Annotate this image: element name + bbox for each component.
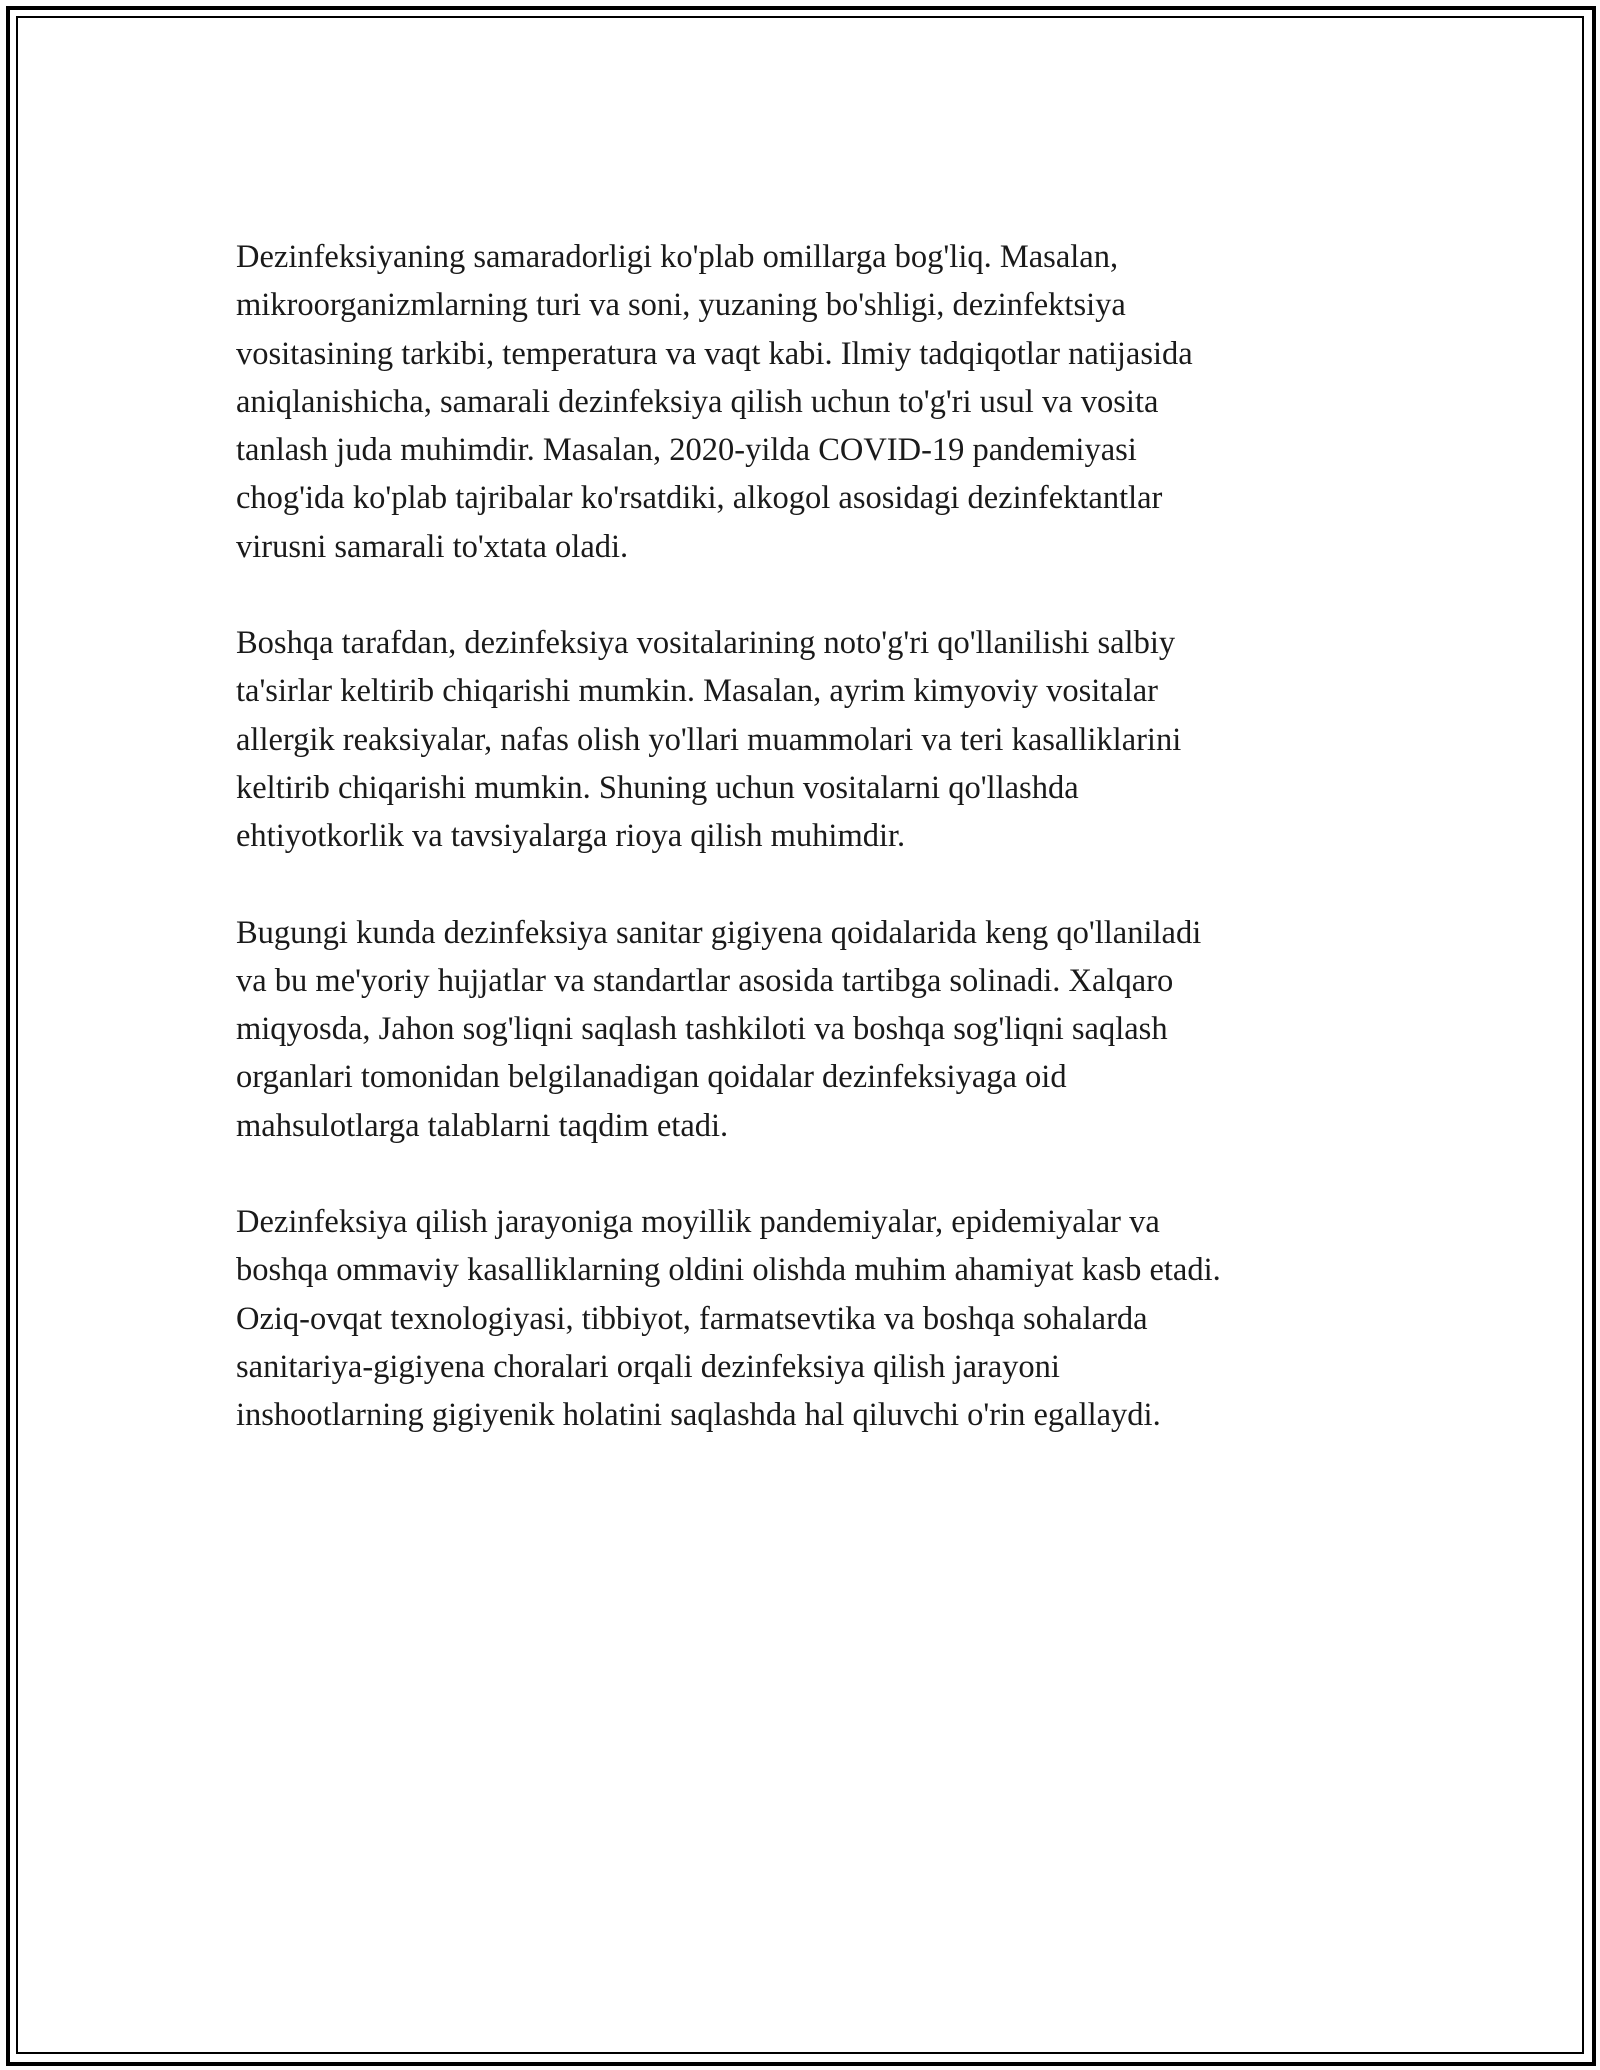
text-line: tanlash juda muhimdir. Masalan, 2020-yilda COVID-19 pandemiyasi xyxy=(236,432,1137,469)
paragraph-4 xyxy=(236,1198,1356,1439)
text-line: Bugungi kunda dezinfeksiya sanitar gigiyena qoidalarida keng qo'llaniladi xyxy=(236,914,1202,951)
text-line: Oziq-ovqat texnologiyasi, tibbiyot, farmatsevtika va boshqa sohalarda xyxy=(236,1300,1148,1337)
paragraph-1 xyxy=(236,233,1356,571)
text-line: Boshqa tarafdan, dezinfeksiya vositalarining noto'g'ri qo'llanilishi salbiy xyxy=(236,625,1176,662)
text-line: mahsulotlarga talablarni taqdim etadi. xyxy=(236,1107,729,1144)
text-line: miqyosda, Jahon sog'liqni saqlash tashkiloti va boshqa sog'liqni saqlash xyxy=(236,1011,1168,1048)
text-line: Dezinfeksiyaning samaradorligi ko'plab omillarga bog'liq. Masalan, xyxy=(236,239,1119,275)
text-line: va bu me'yoriy hujjatlar va standartlar asosida tartibga solinadi. Xalqaro xyxy=(236,962,1174,999)
text-line: aniqlanishicha, samarali dezinfeksiya qilish uchun to'g'ri usul va vosita xyxy=(236,383,1159,420)
paragraph-2 xyxy=(236,619,1356,860)
text-line: virusni samarali to'xtata oladi. xyxy=(236,528,629,565)
text-line: Dezinfeksiya qilish jarayoniga moyillik pandemiyalar, epidemiyalar va xyxy=(236,1204,1160,1241)
paragraph-3 xyxy=(236,909,1356,1150)
document-body xyxy=(236,233,1356,1488)
text-line: chog'ida ko'plab tajribalar ko'rsatdiki, alkogol asosidagi dezinfektantlar xyxy=(236,480,1163,517)
text-line: ehtiyotkorlik va tavsiyalarga rioya qilish muhimdir. xyxy=(236,818,906,855)
text-line: boshqa ommaviy kasalliklarning oldini olishda muhim ahamiyat kasb etadi. xyxy=(236,1252,1221,1289)
text-line: sanitariya-gigiyena choralari orqali dezinfeksiya qilish jarayoni xyxy=(236,1348,1060,1385)
text-line: allergik reaksiyalar, nafas olish yo'llari muammolari va teri kasalliklarini xyxy=(236,721,1182,758)
text-line: keltirib chiqarishi mumkin. Shuning uchun vositalarni qo'llashda xyxy=(236,769,1079,806)
text-line: inshootlarning gigiyenik holatini saqlashda hal qiluvchi o'rin egallaydi. xyxy=(236,1397,1161,1434)
text-line: organlari tomonidan belgilanadigan qoidalar dezinfeksiyaga oid xyxy=(236,1059,1067,1096)
text-line: ta'sirlar keltirib chiqarishi mumkin. Masalan, ayrim kimyoviy vositalar xyxy=(236,673,1158,710)
text-line: mikroorganizmlarning turi va soni, yuzaning bo'shligi, dezinfektsiya xyxy=(236,287,1126,324)
text-line: vositasining tarkibi, temperatura va vaqt kabi. Ilmiy tadqiqotlar natijasida xyxy=(236,335,1193,372)
